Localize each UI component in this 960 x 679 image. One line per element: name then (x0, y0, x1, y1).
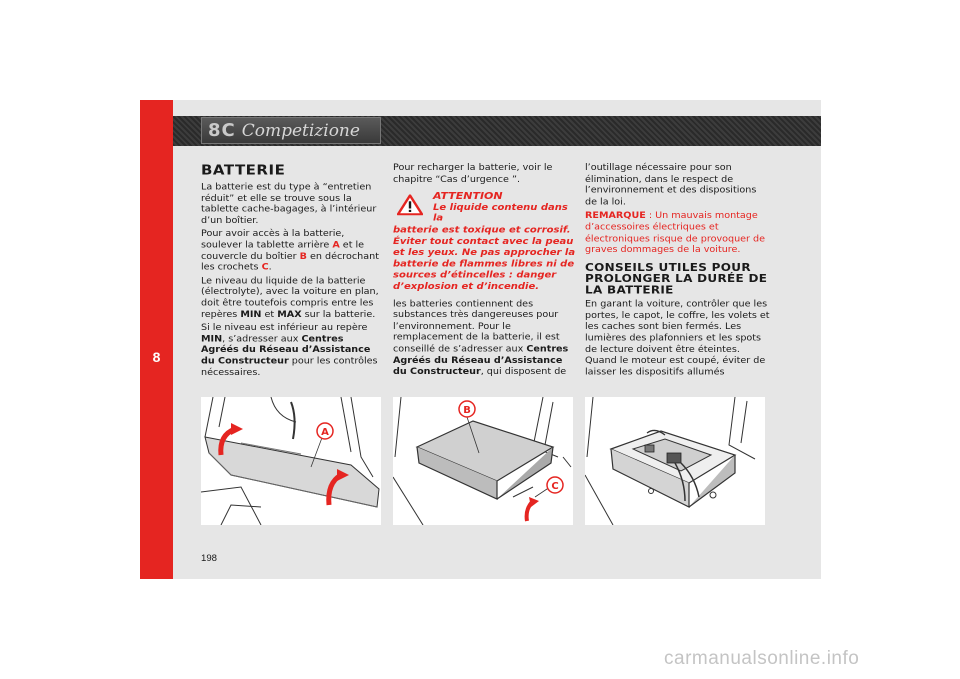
logo-script: Competizione (241, 120, 360, 141)
label-a: A (332, 240, 340, 250)
remark: REMARQUE : Un mauvais montage d’accessoires électriques et électroniques risque de provoquer de graves dommages de la voiture. (585, 211, 766, 256)
page-number: 198 (201, 553, 218, 564)
paragraph: Le niveau du liquide de la batterie (électrolyte), avec la voiture en plan, doit être toutefois compris entre les repères MIN et MAX sur la batterie. (201, 276, 379, 320)
paragraph: les batteries contiennent des substances très dangereuses pour l’environnement. Pour le remplacement de la batterie, il est conseillé de s’adresser aux Centres Agréés du Réseau d’Assistance du Constructeur, qui disposent de (393, 298, 569, 377)
section-title-batterie: BATTERIE (201, 162, 286, 178)
paragraph: Pour avoir accès à la batterie, soulever la tablette arrière A et le couvercle du boîtier B en décrochant les crochets C. (201, 229, 379, 273)
figure-battery-cover (393, 397, 573, 525)
chapter-number: 8 (152, 349, 161, 365)
callout-a-label: A (321, 427, 329, 438)
logo-model: 8C (208, 120, 236, 141)
section-title-conseils: CONSEILS UTILES POUR PROLONGER LA DURÉE DE LA BATTERIE (585, 260, 768, 297)
paragraph: Pour recharger la batterie, voir le chapitre “Cas d’urgence ”. (393, 163, 553, 185)
paragraph: La batterie est du type à “entretien réduit” et elle se trouve sous la tablette cache-bagages, à l’intérieur d’un boîtier. (201, 182, 377, 226)
label-c: C (261, 262, 269, 273)
label-b: B (299, 251, 307, 262)
warning-icon (397, 195, 423, 216)
warning-text: Le liquide contenu dans la batterie est toxique et corrosif. Éviter tout contact avec la peau et les yeux. Ne pas approcher la batterie de flammes libres ni de sources d’étincelles : danger d’explosion et d’incendie. (393, 202, 576, 292)
column-3 (585, 163, 770, 381)
paragraph: Si le niveau est inférieur au repère MIN, s’adresser aux Centres Agréés du Réseau d’Assistance du Constructeur pour les contrôles nécessaires. (201, 323, 378, 378)
paragraph: l’outillage nécessaire pour son élimination, dans le respect de l’environnement et des dispositions de la loi. (585, 163, 757, 207)
figure-battery-exposed (585, 397, 765, 525)
warning-title: ATTENTION (433, 190, 503, 202)
watermark: carmanualsonline.info (664, 648, 860, 669)
callout-c-label: C (551, 481, 559, 492)
figure-rear-shelf (201, 397, 381, 525)
chapter-side-band (140, 100, 173, 579)
paragraph: En garant la voiture, contrôler que les portes, le capot, le coffre, les volets et les caches sont bien fermés. Les lumières des plafonniers et les spots de lecture doivent être éteintes. Quand le moteur est coupé, éviter de laisser les dispositifs allumés (585, 299, 770, 378)
callout-b-label: B (463, 405, 471, 416)
column-1 (201, 163, 381, 381)
column-2 (393, 163, 576, 381)
warning-box (393, 191, 576, 293)
brand-logo (201, 117, 381, 144)
